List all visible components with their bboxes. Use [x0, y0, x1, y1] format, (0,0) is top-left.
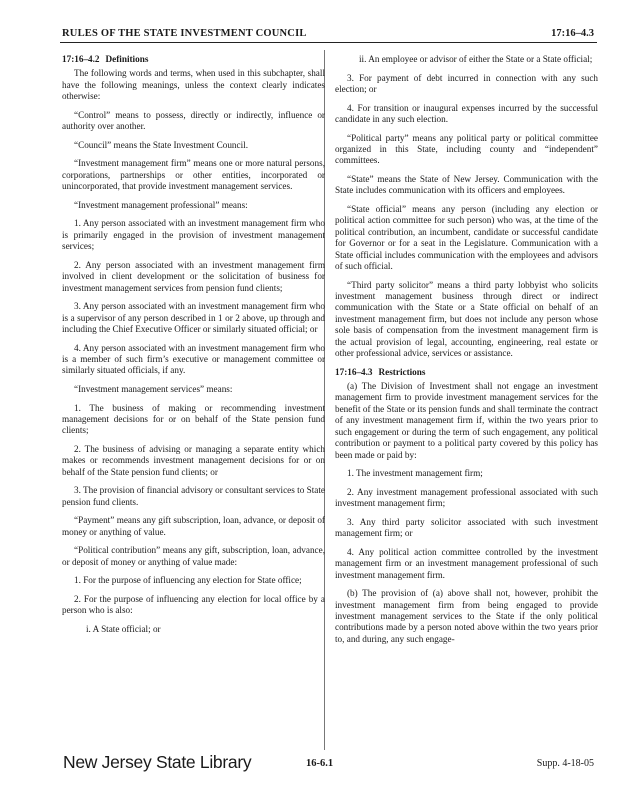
list-item: 3. The provision of financial advisory or consultant services to State pension fund clients. [62, 485, 325, 507]
paragraph: The following words and terms, when used in this subchapter, shall have the following meanings, unless the context clearly indicates otherwise: [62, 68, 325, 102]
left-column [62, 54, 325, 643]
definition-investment-management-services: “Investment management services” means: [74, 384, 233, 395]
paragraph: (b) The provision of (a) above shall not, however, prohibit the investment management firm from being engaged to provide investment management services to the State if the only political contributions made by a person noted above within the two years prior to, and during, any such engage- [335, 588, 598, 644]
list-item: 2. For the purpose of influencing any election for local office by a person who is also: [62, 594, 325, 616]
header-rule [60, 42, 597, 43]
list-item: 2. Any person associated with an investment management firm involved in client development or the solicitation of business for investment management services from pension fund clients; [62, 259, 325, 293]
definition-state: “State” means the State of New Jersey. Communication with the State includes communication with its officers and employees. [335, 174, 598, 196]
right-column [335, 54, 598, 652]
list-item: 1. For the purpose of influencing any election for State office; [74, 575, 302, 586]
definition-payment: “Payment” means any gift subscription, loan, advance, or deposit of money or anything of value. [62, 515, 325, 537]
definition-investment-management-professional: “Investment management professional” means: [74, 199, 248, 210]
definitions-heading [62, 54, 325, 65]
list-item: ii. An employee or advisor of either the State or a State official; [359, 54, 593, 64]
definition-state-official: “State official” means any person (including any election or political action committee for such person) who was, at the time of the political contribution, an incumbent, candidate or successful candidate for Governor or for a seat in the Legislature. Communication with a State official includes communication with the employees and advisors of such official. [335, 204, 598, 272]
list-item: 1. The business of making or recommending investment management decisions for or on behalf of the State pension fund clients; [62, 402, 325, 436]
list-item: 4. For transition or inaugural expenses incurred by the successful candidate in any such election. [335, 102, 598, 124]
list-item: 2. The business of advising or managing a separate entity which makes or recommends investment management decisions for or on behalf of the State pension fund clients; or [62, 444, 325, 477]
definition-investment-management-firm: “Investment management firm” means one or more natural persons, corporations, partnerships or other entities, incorporated or unincorporated, that provide investment management services. [62, 158, 325, 192]
definition-political-contribution: “Political contribution” means any gift, subscription, loan, advance, or deposit of money or anything of value made: [62, 545, 325, 567]
list-item: 3. Any person associated with an investment management firm who is a supervisor of any person described in 1 or 2 above, up through and including the Chief Executive Officer or similarly situated official; or [62, 301, 325, 335]
list-item: 3. For payment of debt incurred in connection with any such election; or [335, 72, 598, 94]
definition-control: “Control” means to possess, directly or indirectly, influence or authority over another. [62, 109, 325, 132]
section-number: 17:16–4.3 [335, 366, 373, 377]
list-item: 2. Any investment management professional associated with such investment management firm; [335, 486, 598, 509]
running-header-title: RULES OF THE STATE INVESTMENT COUNCIL [62, 28, 307, 39]
section-title: Restrictions [378, 366, 426, 377]
restrictions-heading [335, 367, 598, 378]
supplement-date: Supp. 4-18-05 [536, 758, 594, 769]
definition-political-party: “Political party” means any political party or political committee organized in this State, including county and “independent” committees. [335, 132, 598, 166]
list-item: 1. The investment management firm; [347, 468, 483, 479]
list-item: 4. Any person associated with an investment management firm who is a member of such firm’s executive or management committee or similarly situated officials, if any. [62, 342, 325, 376]
section-title: Definitions [105, 54, 149, 64]
page-number: 16-6.1 [306, 758, 334, 769]
section-number: 17:16–4.2 [62, 54, 100, 64]
paragraph: (a) The Division of Investment shall not engage an investment management firm to provide investment management services for the benefit of the State or its pension funds and shall terminate the contract of any investment management firm if, within the two years prior to such engagement or during the term of such engagement, any political contribution or payment to a political party covered by this policy has been made or paid by: [335, 381, 598, 460]
list-item: 4. Any political action committee controlled by the investment management firm or an investment management professional of such investment management firm. [335, 546, 598, 580]
list-item: i. A State official; or [86, 624, 161, 635]
list-item: 1. Any person associated with an investment management firm who is primarily engaged in the provision of investment management services; [62, 218, 325, 252]
definition-council: “Council” means the State Investment Council. [74, 139, 249, 150]
running-header-section: 17:16–4.3 [551, 28, 594, 39]
definition-third-party-solicitor: “Third party solicitor” means a third party lobbyist who solicits investment management business through direct or indirect communication with the State or a State official on behalf of an investment management firm, but does not include any person whose sole basis of compensation from the investment management firm is the actual provision of legal, accounting, engineering, real estate or other professional advice, services or assistance. [335, 279, 598, 359]
library-stamp: New Jersey State Library [63, 752, 252, 772]
list-item: 3. Any third party solicitor associated with such investment management firm; or [335, 516, 598, 539]
